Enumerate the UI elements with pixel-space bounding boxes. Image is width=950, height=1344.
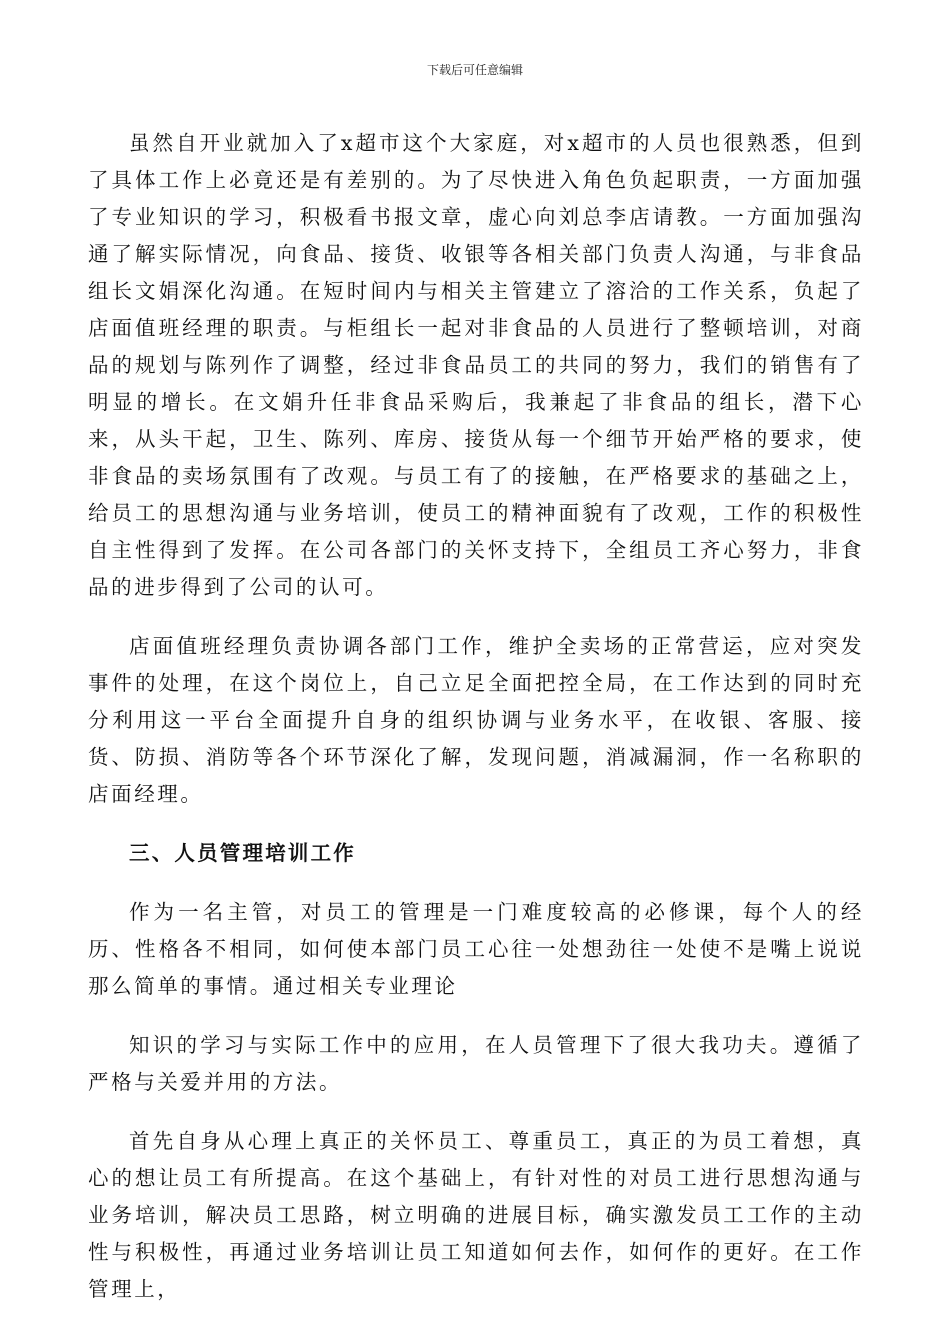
page-header: 下载后可任意编辑 [426,63,523,77]
paragraph-care-for-staff: 首先自身从心理上真正的关怀员工、尊重员工，真正的为员工着想，真心的想让员工有所提高。在这个基础上，有针对性的对员工进行思想沟通与业务培训，解决员工思路，树立明确的进展目标，确实激发员工工作的主动性与积极性，再通过业务培训让员工知道如何去作，如何作的更好。在工作管理上， [88,1129,864,1301]
document-body [88,125,864,1308]
paragraph-duty-manager: 店面值班经理负责协调各部门工作，维护全卖场的正常营运，应对突发事件的处理，在这个岗位上，自己立足全面把控全局，在工作达到的同时充分利用这一平台全面提升自身的组织协调与业务水平，在收银、客服、接货、防损、消防等各个环节深化了解，发现问题，消减漏洞，作一名称职的店面经理。 [88,634,864,806]
paragraph-knowledge-application: 知识的学习与实际工作中的应用，在人员管理下了很大我功夫。遵循了严格与关爱并用的方法。 [88,1033,864,1094]
paragraph-store-integration: 虽然自开业就加入了x超市这个大家庭，对x超市的人员也很熟悉，但到了具体工作上必竟还是有差别的。为了尽快进入角色负起职责，一方面加强了专业知识的学习，积极看书报文章，虚心向刘总李店请教。一方面加强沟通了解实际情况，向食品、接货、收银等各相关部门负责人沟通，与非食品组长文娟深化沟通。在短时间内与相关主管建立了溶洽的工作关系，负起了店面值班经理的职责。与柜组长一起对非食品的人员进行了整顿培训，对商品的规划与陈列作了调整，经过非食品员工的共同的努力，我们的销售有了明显的增长。在文娟升任非食品采购后，我兼起了非食品的组长，潜下心来，从头干起，卫生、陈列、库房、接货从每一个细节开始严格的要求，使非食品的卖场氛围有了改观。与员工有了的接触，在严格要求的基础之上，给员工的思想沟通与业务培训，使员工的精神面貌有了改观，工作的积极性自主性得到了发挥。在公司各部门的关怀支持下，全组员工齐心努力，非食品的进步得到了公司的认可。 [88,131,864,599]
section-heading: 三、人员管理培训工作 [129,841,356,865]
paragraph-staff-management: 作为一名主管，对员工的管理是一门难度较高的必修课，每个人的经历、性格各不相同，如何使本部门员工心往一处想劲往一处使不是嘴上说说那么简单的事情。通过相关专业理论 [88,900,864,998]
